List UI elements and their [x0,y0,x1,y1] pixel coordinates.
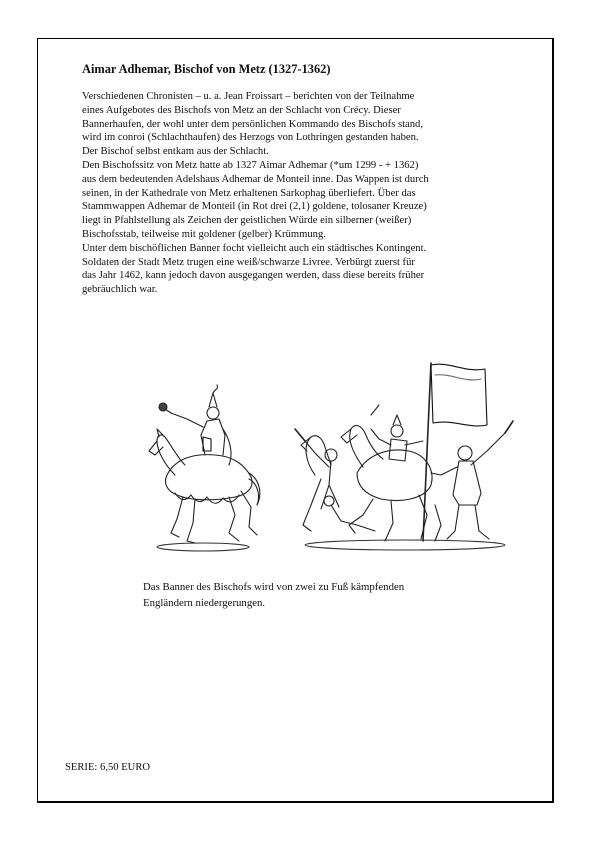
body-line: wird im conroi (Schlachthaufen) des Herzogs von Lothringen gestanden haben. [82,132,419,144]
bishop-rider-figure [149,385,260,551]
body-line: das Jahr 1462, kann jedoch davon ausgegangen werden, dass diese bereits früher [82,270,425,282]
caption-line: Engländern niedergerungen. [143,596,266,609]
series-price: SERIE: 6,50 EURO [65,762,151,773]
body-line: Soldaten der Stadt Metz trugen eine weiß/schwarze Livree. Verbürgt zuerst für [82,256,415,268]
body-line: Bischofsstab, teilweise mit goldener (gelber) Krümmung. [82,228,326,240]
body-line: Den Bischofssitz von Metz hatte ab 1327 Aimar Adhemar (*um 1299 - + 1362) [82,159,419,171]
body-line: gebräuchlich war. [82,284,158,296]
body-line: Bannerhaufen, der wohl unter dem persönlichen Kommando des Bischofs stand, [82,118,423,130]
body-line: Verschiedenen Chronisten – u. a. Jean Froissart – berichten von der Teilnahme [82,91,415,102]
body-text [82,90,542,297]
body-line: Unter dem bischöflichen Banner focht vielleicht auch ein städtisches Kontingent. [82,242,427,254]
banner-melee-figure [295,363,513,550]
body-line: aus dem bedeutenden Adelshaus Adhemar de Monteil inne. Das Wappen ist durch [82,173,429,185]
body-line: Der Bischof selbst entkam aus der Schlacht. [82,146,269,158]
body-line: liegt in Pfahlstellung als Zeichen der geistlichen Würde ein silberner (weißer) [82,215,412,227]
body-line: Stammwappen Adhemar de Monteil (in Rot drei (2,1) goldene, tolosaner Kreuze) [82,201,427,213]
body-line: eines Aufgebotes des Bischofs von Metz an der Schlacht von Crécy. Dieser [82,104,401,116]
body-line: seinen, in der Kathedrale von Metz erhaltenen Sarkophag überliefert. Über das [82,187,416,199]
page-title: Aimar Adhemar, Bischof von Metz (1327-1362) [82,62,331,76]
figure-illustration [135,355,520,555]
figure-caption [143,580,404,611]
caption-line: Das Banner des Bischofs wird von zwei zu Fuß kämpfenden [143,581,405,593]
